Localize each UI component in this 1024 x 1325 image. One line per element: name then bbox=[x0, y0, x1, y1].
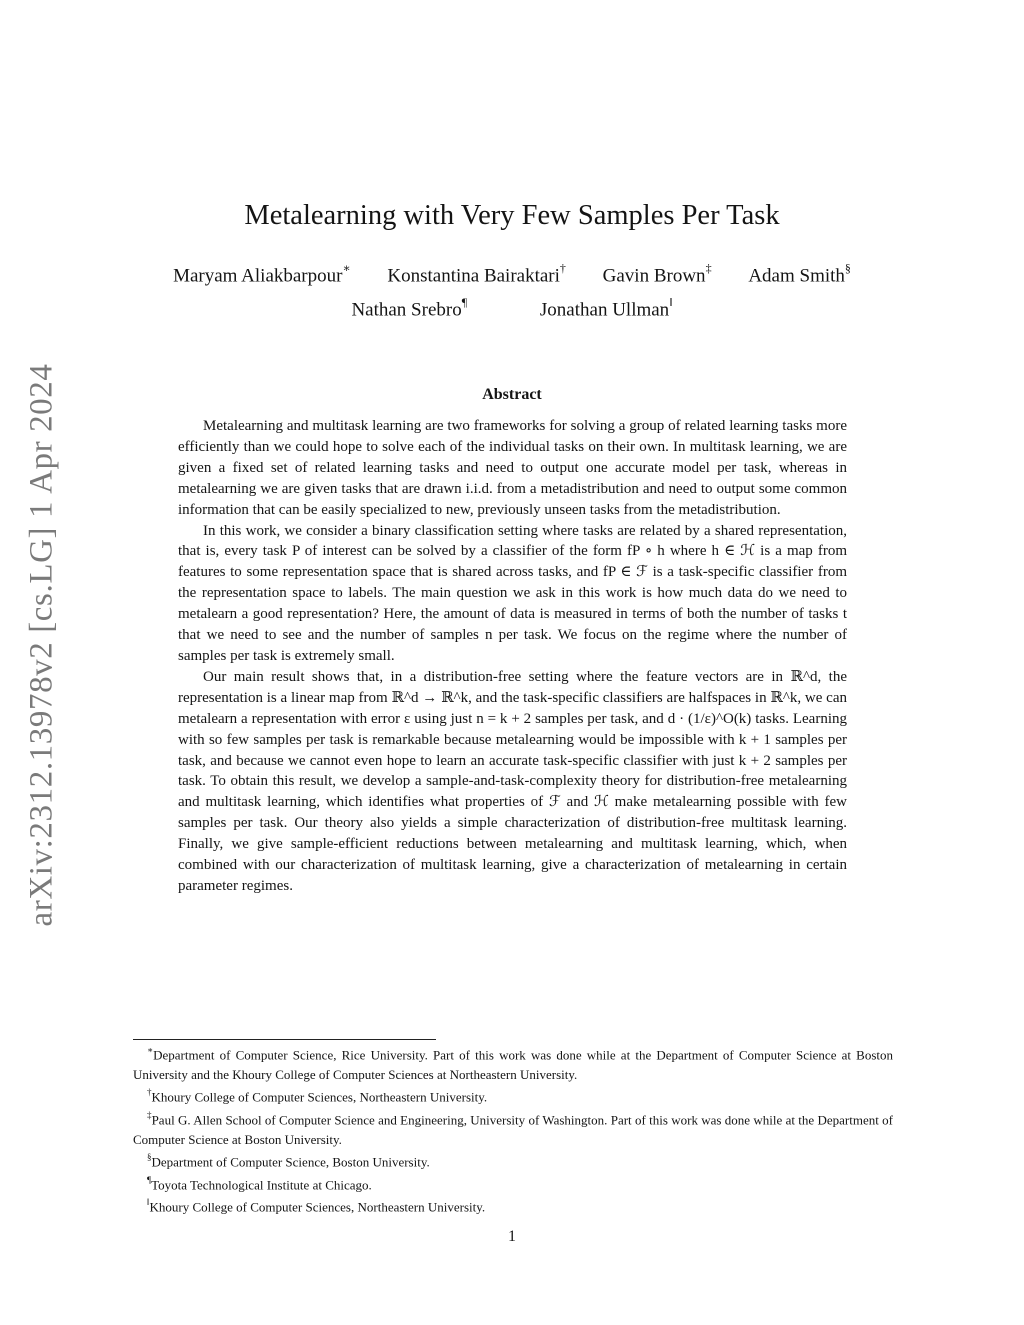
abstract-paragraph: Our main result shows that, in a distribution-free setting where the feature vectors are in ℝ^d, the representation is a linear map from ℝ^d → ℝ^k, and the task-specific classifiers are halfspaces in ℝ^k, we can metalearn a representation with error ε using just n = k + 2 samples per task, and d · (1/ε)^O(k) tasks. Learning with so few samples per task is remarkable because metalearning would be impossible with k + 1 samples per task, and because we cannot even hope to learn an accurate task-specific classifier with just k + 2 samples per task. To obtain this result, we develop a sample-and-task-complexity theory for distribution-free metalearning and multitask learning, which identifies what properties of ℱ and ℋ make metalearning possible with few samples per task. Our theory also yields a simple characterization of distribution-free multitask learning. Finally, we give sample-efficient reductions between metalearning and multitask learning, which, when combined with our characterization of multitask learning, give a characterization of metalearning in certain parameter regimes. bbox=[178, 668, 847, 894]
abstract-paragraph: Metalearning and multitask learning are two frameworks for solving a group of related learning tasks more efficiently than we could hope to solve each of the individual tasks on their own. In multitask learning, we are given a fixed set of related learning tasks and need to output one accurate model per task, whereas in metalearning we are given tasks that are drawn i.i.d. from a metadistribution and need to output some common information that can be easily specialized to new, previously unseen tasks from the metadistribution. bbox=[178, 418, 847, 518]
arxiv-identifier-stamp bbox=[19, 362, 65, 928]
footnote-mark: ‡ bbox=[147, 1109, 152, 1120]
author: Maryam Aliakbarpour∗ bbox=[173, 261, 351, 287]
author-footnote-mark: ∗ bbox=[342, 261, 351, 275]
author-row-1 bbox=[0, 258, 1024, 288]
abstract-heading: Abstract bbox=[482, 386, 542, 403]
footnote-mark: ∗ bbox=[147, 1045, 154, 1055]
abstract-body bbox=[178, 416, 847, 897]
author: Nathan Srebro¶ bbox=[351, 295, 468, 321]
author-footnote-mark: ‖ bbox=[669, 295, 673, 309]
author-footnote-mark: § bbox=[844, 261, 851, 275]
author: Gavin Brown‡ bbox=[602, 261, 712, 287]
footnote-mark: ‖ bbox=[147, 1197, 150, 1208]
footnote-mark: † bbox=[147, 1087, 152, 1098]
author-footnote-mark: † bbox=[559, 261, 566, 275]
footnote: §Department of Computer Science, Boston University. bbox=[147, 1152, 430, 1170]
footnote: †Khoury College of Computer Sciences, Northeastern University. bbox=[147, 1087, 488, 1105]
footnote-divider bbox=[133, 1039, 436, 1040]
footnote: ‡Paul G. Allen School of Computer Science and Engineering, University of Washington. Part of this work was done while at the Department of Computer Science at Boston University. bbox=[133, 1109, 893, 1147]
author-row-2 bbox=[0, 292, 1024, 322]
arxiv-identifier-text: arXiv:2312.13978v2 [cs.LG] 1 Apr 2024 bbox=[23, 363, 60, 927]
author: Konstantina Bairaktari† bbox=[387, 261, 566, 287]
page-number: 1 bbox=[508, 1228, 516, 1245]
author-footnote-mark: ‡ bbox=[705, 261, 712, 275]
paper-title: Metalearning with Very Few Samples Per Task bbox=[244, 200, 780, 231]
author: Adam Smith§ bbox=[748, 261, 851, 287]
abstract-paragraph: In this work, we consider a binary classification setting where tasks are related by a shared representation, that is, every task P of interest can be solved by a classifier of the form fP ∘ h where h ∈ ℋ is a map from features to some representation space that is shared across tasks, and fP ∈ ℱ is a task-specific classifier from the representation space to labels. The main question we ask in this work is how much data do we need to metalearn a good representation? Here, the amount of data is measured in terms of both the number of tasks t that we need to see and the number of samples n per task. We focus on the regime where the number of samples per task is extremely small. bbox=[178, 522, 847, 664]
footnote: ∗Department of Computer Science, Rice University. Part of this work was done while at the Department of Computer Science at Boston University and the Khoury College of Computer Sciences at Northeastern University. bbox=[133, 1045, 893, 1082]
author: Jonathan Ullman‖ bbox=[539, 295, 673, 321]
footnote-mark: § bbox=[147, 1152, 152, 1163]
footnote-mark: ¶ bbox=[147, 1174, 152, 1185]
author-footnote-mark: ¶ bbox=[461, 295, 468, 309]
footnotes bbox=[133, 1042, 893, 1217]
footnote: ¶Toyota Technological Institute at Chicago. bbox=[147, 1174, 372, 1193]
footnote: ‖Khoury College of Computer Sciences, Northeastern University. bbox=[147, 1197, 486, 1215]
